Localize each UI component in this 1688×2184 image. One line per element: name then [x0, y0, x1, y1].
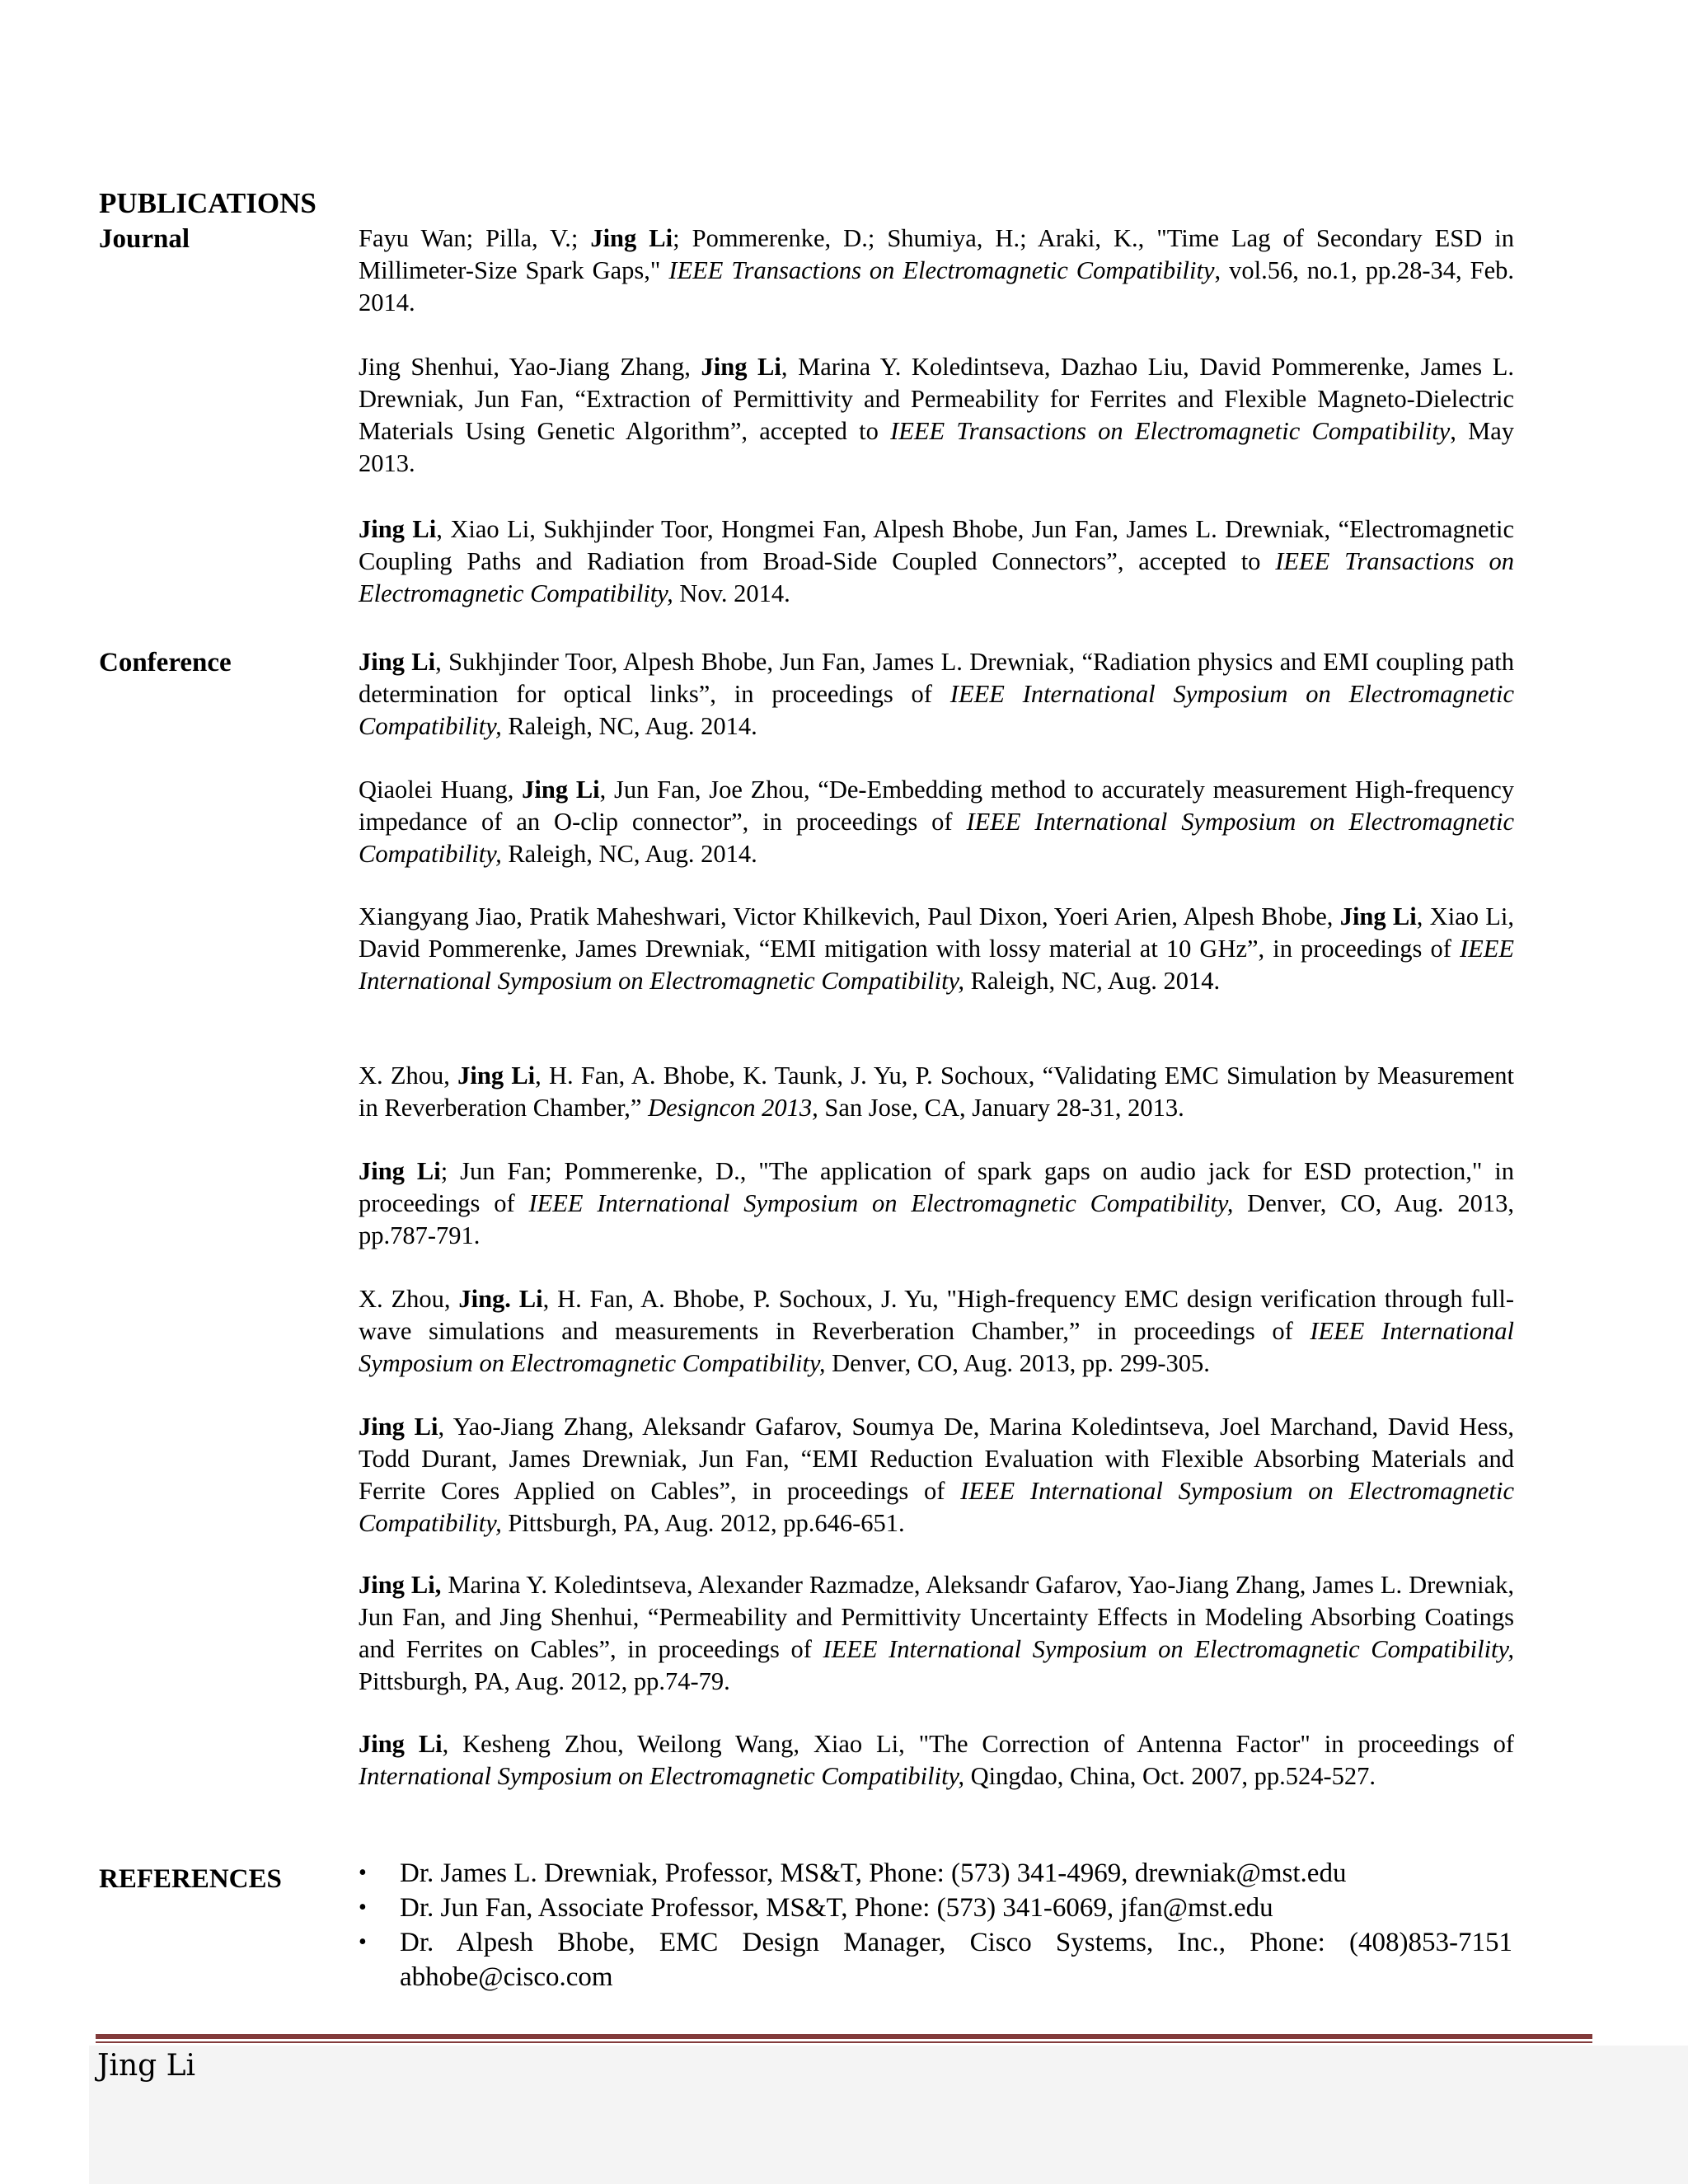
- reference-item: • Dr. James L. Drewniak, Professor, MS&T, Phone: (573) 341-4969, drewniak@mst.edu: [359, 1856, 1512, 1891]
- publications-heading: PUBLICATIONS: [99, 187, 316, 219]
- footer-rule: [96, 2034, 1592, 2039]
- conference-entry: Jing Li, Sukhjinder Toor, Alpesh Bhobe, Jun Fan, James L. Drewniak, “Radiation physics and EMI coupling path determination for optical links”, in proceedings of IEEE International Symposium on Electromagnetic Compatibility, Raleigh, NC, Aug. 2014.: [359, 648, 1515, 740]
- references-heading: REFERENCES: [99, 1864, 282, 1894]
- conference-entry: Jing Li, Kesheng Zhou, Weilong Wang, Xiao Li, "The Correction of Antenna Factor" in proceedings of International Symposium on Electromagnetic Compatibility, Qingdao, China, Oct. 2007, pp.524-527.: [359, 1730, 1514, 1790]
- bullet-icon: •: [359, 1860, 367, 1886]
- conference-entry: X. Zhou, Jing Li, H. Fan, A. Bhobe, K. Taunk, J. Yu, P. Sochoux, “Validating EMC Simulation by Measurement in Reverberation Chamber,” Designcon 2013, San Jose, CA, January 28-31, 2013.: [359, 1062, 1514, 1122]
- conference-entry: Qiaolei Huang, Jing Li, Jun Fan, Joe Zhou, “De-Embedding method to accurately measurement High-frequency impedance of an O-clip connector”, in proceedings of IEEE International Symposium on Electromagnetic Compatibility, Raleigh, NC, Aug. 2014.: [359, 776, 1514, 868]
- references-list: [359, 1856, 1512, 1994]
- conference-entry: Jing Li, Marina Y. Koledintseva, Alexander Razmadze, Aleksandr Gafarov, Yao-Jiang Zhang, James L. Drewniak, Jun Fan, and Jing Shenhui, “Permeability and Permittivity Uncertainty Effects in Modeling Absorbing Coatings and Ferrites on Cables”, in proceedings of IEEE International Symposium on Electromagnetic Compatibility, Pittsburgh, PA, Aug. 2012, pp.74-79.: [359, 1571, 1514, 1695]
- footer-rule-thin: [96, 2041, 1592, 2043]
- footer-author-name: Jing Li: [97, 2049, 196, 2083]
- journal-entry: Jing Li, Xiao Li, Sukhjinder Toor, Hongmei Fan, Alpesh Bhobe, Jun Fan, James L. Drewniak, “Electromagnetic Coupling Paths and Radiation from Broad-Side Coupled Connectors”, accepted to IEEE Transactions on Electromagnetic Compatibility, Nov. 2014.: [359, 515, 1514, 607]
- conference-entry: X. Zhou, Jing. Li, H. Fan, A. Bhobe, P. Sochoux, J. Yu, "High-frequency EMC design verification through full-wave simulations and measurements in Reverberation Chamber,” in proceedings of IEEE International Symposium on Electromagnetic Compatibility, Denver, CO, Aug. 2013, pp. 299-305.: [359, 1285, 1514, 1377]
- journal-entry: Fayu Wan; Pilla, V.; Jing Li; Pommerenke, D.; Shumiya, H.; Araki, K., "Time Lag of Secondary ESD in Millimeter-Size Spark Gaps," IEEE Transactions on Electromagnetic Compatibility, vol.56, no.1, pp.28-34, Feb. 2014.: [359, 224, 1514, 316]
- bullet-icon: •: [359, 1895, 367, 1920]
- reference-item: • Dr. Alpesh Bhobe, EMC Design Manager, Cisco Systems, Inc., Phone: (408)853-7151 abhobe@cisco.com: [359, 1925, 1512, 1994]
- journal-heading: Journal: [99, 224, 190, 254]
- conference-entry: Xiangyang Jiao, Pratik Maheshwari, Victor Khilkevich, Paul Dixon, Yoeri Arien, Alpesh Bhobe, Jing Li, Xiao Li, David Pommerenke, James Drewniak, “EMI mitigation with lossy material at 10 GHz”, in proceedings of IEEE International Symposium on Electromagnetic Compatibility, Raleigh, NC, Aug. 2014.: [359, 902, 1514, 995]
- bullet-icon: •: [359, 1929, 367, 1955]
- conference-heading: Conference: [99, 648, 232, 677]
- reference-item: • Dr. Jun Fan, Associate Professor, MS&T, Phone: (573) 341-6069, jfan@mst.edu: [359, 1891, 1512, 1925]
- conference-entry: Jing Li; Jun Fan; Pommerenke, D., "The application of spark gaps on audio jack for ESD protection," in proceedings of IEEE International Symposium on Electromagnetic Compatibility, Denver, CO, Aug. 2013, pp.787-791.: [359, 1157, 1514, 1249]
- journal-entry: Jing Shenhui, Yao-Jiang Zhang, Jing Li, Marina Y. Koledintseva, Dazhao Liu, David Pommerenke, James L. Drewniak, Jun Fan, “Extraction of Permittivity and Permeability for Ferrites and Flexible Magneto-Dielectric Materials Using Genetic Algorithm”, accepted to IEEE Transactions on Electromagnetic Compatibility, May 2013.: [359, 353, 1514, 477]
- conference-entry: Jing Li, Yao-Jiang Zhang, Aleksandr Gafarov, Soumya De, Marina Koledintseva, Joel Marchand, David Hess, Todd Durant, James Drewniak, Jun Fan, “EMI Reduction Evaluation with Flexible Absorbing Materials and Ferrite Cores Applied on Cables”, in proceedings of IEEE International Symposium on Electromagnetic Compatibility, Pittsburgh, PA, Aug. 2012, pp.646-651.: [359, 1413, 1514, 1537]
- footer-background: [89, 2046, 1688, 2184]
